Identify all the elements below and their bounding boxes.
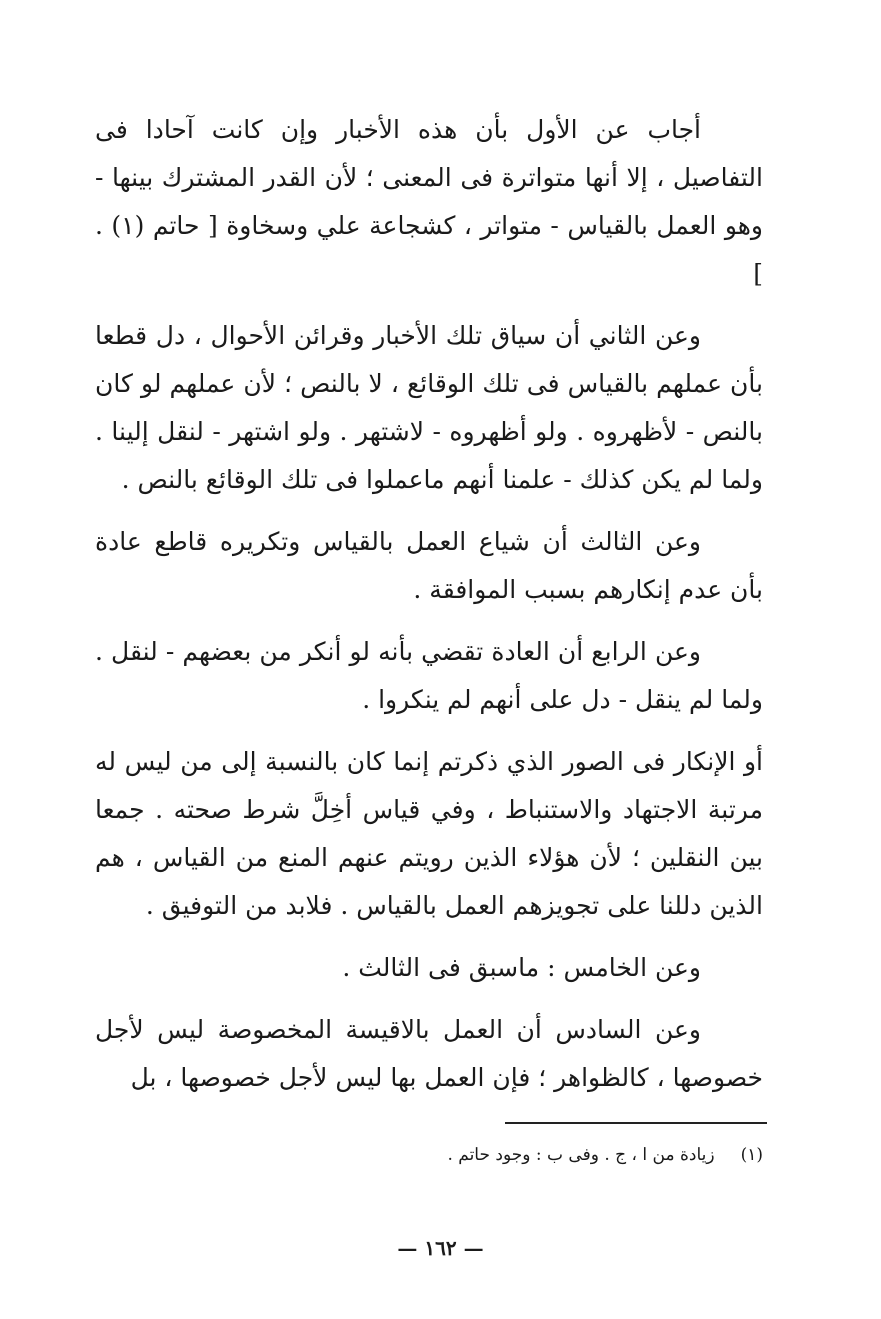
paragraph-fourth-answer: وعن الرابع أن العادة تقضي بأنه لو أنكر من بعضهم - لنقل . ولما لم ينقل - دل على أنهم لم ينكروا . [95, 637, 763, 714]
paragraph-second-answer: وعن الثاني أن سياق تلك الأخبار وقرائن الأحوال ، دل قطعا بأن عملهم بالقياس فى تلك الوقائع ، لا بالنص ؛ لأن عملهم لو كان بالنص - لأظهروه . ولو أظهروه - لاشتهر . ولو اشتهر - لنقل إلينا . ولما لم يكن كذلك - علمنا أنهم ماعملوا فى تلك الوقائع بالنص . [95, 321, 763, 494]
footnote-text: زيادة من ا ، ج . وفى ب : وجود حاتم . [447, 1145, 715, 1165]
paragraph-alternative-answer: أو الإنكار فى الصور الذي ذكرتم إنما كان بالنسبة إلى من ليس له مرتبة الاجتهاد والاستنباط ، وفي قياس أخِلَّ شرط صحته . جمعا بين النقلين ؛ لأن هؤلاء الذين رويتم عنهم المنع من القياس ، هم الذين دللنا على تجويزهم العمل بالقياس . فلابد من التوفيق . [95, 747, 763, 920]
footnote-marker: (١) [740, 1145, 763, 1165]
main-text [95, 106, 763, 1102]
page-number: — ١٦٢ — [397, 1236, 484, 1260]
footnote-divider [505, 1122, 767, 1124]
paragraph-fifth-answer: وعن الخامس : ماسبق فى الثالث . [342, 953, 701, 982]
paragraph-third-answer: وعن الثالث أن شياع العمل بالقياس وتكريره قاطع عادة بأن عدم إنكارهم بسبب الموافقة . [95, 527, 763, 604]
footnote [300, 1140, 763, 1170]
paragraph-first-answer: أجاب عن الأول بأن هذه الأخبار وإن كانت آحادا فى التفاصيل ، إلا أنها متواترة فى المعنى ؛ لأن القدر المشترك بينها - وهو العمل بالقياس - متواتر ، كشجاعة علي وسخاوة [ حاتم (١) . ] [95, 115, 763, 288]
paragraph-sixth-answer: وعن السادس أن العمل بالاقيسة المخصوصة ليس لأجل خصوصها ، كالظواهر ؛ فإن العمل بها ليس لأجل خصوصها ، بل [95, 1015, 763, 1092]
